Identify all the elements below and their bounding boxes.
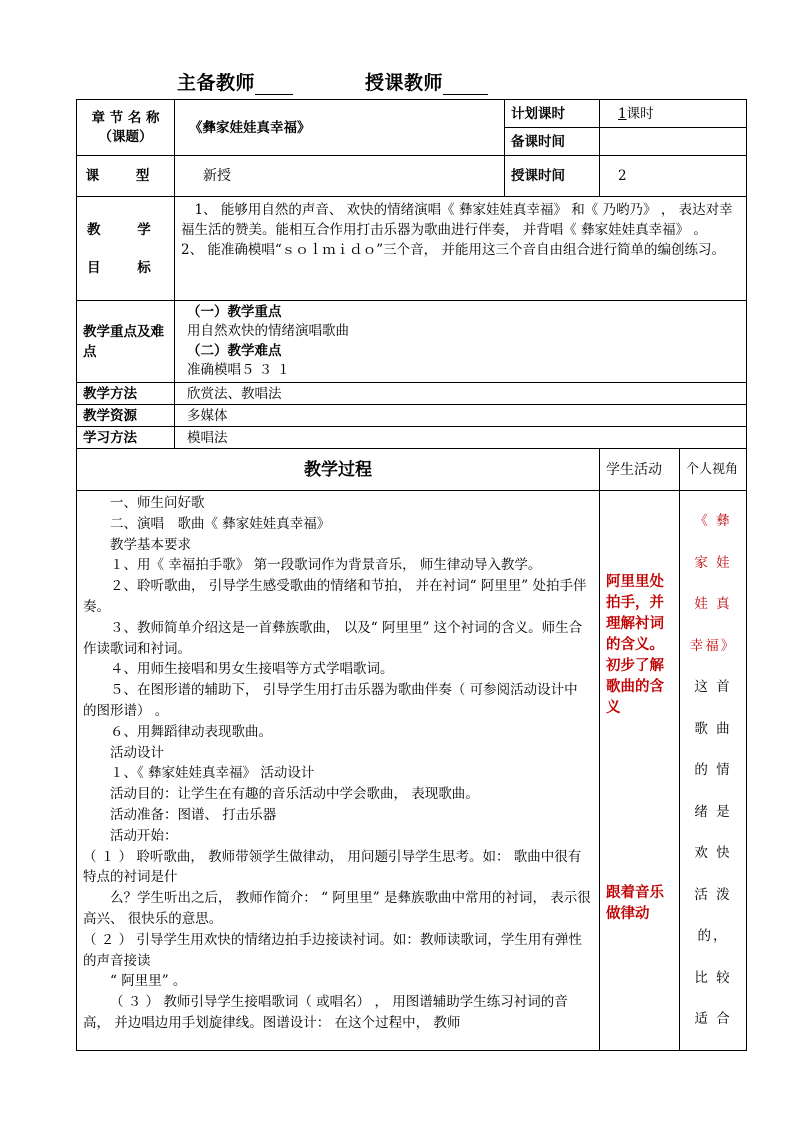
key-text-1: 用自然欢快的情绪演唱歌曲 [187, 323, 349, 339]
chapter-label-line2: （课题） [98, 128, 153, 145]
process-line: （ ２ ） 引导学生用欢快的情绪边拍手边接读衬词。如：教师读歌词，学生用有弹性的声音接读 [83, 931, 582, 969]
personal-char: 这 首 [694, 679, 732, 695]
student-note-2: 跟着音乐做律动 [606, 884, 664, 922]
study-value: 模唱法 [175, 427, 747, 449]
personal-char: 比 较 [694, 969, 732, 986]
process-title: 教学过程 [77, 449, 600, 491]
teach-time-value: 2 [600, 156, 747, 197]
key-text-cell [175, 301, 747, 383]
student-activity-cell [600, 491, 680, 1051]
process-line: （ １ ） 聆听歌曲， 教师带领学生做律动， 用问题引导学生思考。如： 歌曲中很有特点的衬词是什 [83, 848, 582, 886]
personal-char: 的， [697, 928, 729, 944]
method-label: 教学方法 [77, 383, 175, 405]
process-line: ５、在图形谱的辅助下， 引导学生用打击乐器为歌曲伴奏（ 可参阅活动设计中的图形谱） 。 [83, 682, 578, 719]
lesson-type-label: 课 型 [77, 156, 175, 197]
prep-time-label: 备课时间 [505, 128, 600, 156]
goals-text-2: 2、 能准确模唱“ｓｏｌｍｉｄｏ”三个音， 并能用这三个音自由组合进行简单的编创练习。 [181, 242, 725, 258]
teach-time-label: 授课时间 [505, 156, 600, 197]
process-line: ６、用舞蹈律动表现歌曲。 [110, 723, 272, 740]
page-header [0, 68, 794, 98]
personal-char: 欢 快 [694, 845, 732, 861]
personal-char: 适 合 [694, 1011, 732, 1027]
personal-view-cell [680, 491, 747, 1051]
resource-label: 教学资源 [77, 405, 175, 427]
personal-char: 幸福》 [689, 637, 737, 654]
goals-label-cell [77, 197, 175, 301]
key-heading-2: （二）教学难点 [187, 342, 282, 359]
chapter-label-cell [77, 100, 175, 156]
planned-hours-unit: 课时 [626, 105, 654, 122]
planned-hours-label: 计划课时 [505, 100, 600, 128]
key-text-2: 准确模唱５ ３ １ [187, 362, 291, 378]
method-value: 欣赏法、教唱法 [175, 383, 747, 405]
lead-teacher-field [177, 68, 293, 95]
goals-text-cell [175, 197, 747, 301]
process-line: 活动开始： [110, 827, 178, 844]
process-line: 活动准备：图谱、 打击乐器 [110, 806, 277, 823]
planned-hours-value: 1 [618, 105, 627, 122]
goals-text-1: 1、 能够用自然的声音、 欢快的情绪演唱《 彝家娃娃真幸福》 和《 乃哟乃》 ， 表达对幸福生活的赞美。能相互合作用打击乐器为歌曲进行伴奏， 并背唱《 彝家娃娃真幸福》 。 [181, 202, 733, 238]
resource-value: 多媒体 [175, 405, 747, 427]
process-line: １、《 彝家娃娃真幸福》 活动设计 [110, 765, 315, 782]
lesson-plan-table [76, 99, 747, 1051]
personal-char: 绪 是 [694, 803, 732, 820]
personal-char: 的 情 [694, 762, 732, 778]
process-line: 活动目的：让学生在有趣的音乐活动中学会歌曲， 表现歌曲。 [110, 786, 479, 803]
process-line: 么？学生听出之后， 教师作简介： “ 阿里里” 是彝族歌曲中常用的衬词， 表示很高兴、 很快乐的意思。 [83, 890, 591, 927]
process-line: （ ３ ） 教师引导学生接唱歌词（ 或唱名） ， 用图谱辅助学生练习衬词的音高， 并边唱边用手划旋律线。图谱设计： 在这个过程中， 教师 [83, 994, 568, 1031]
personal-char: 家 娃 [694, 554, 732, 571]
process-line: 二、演唱 歌曲《 彝家娃娃真幸福》 [110, 515, 331, 532]
process-line: “ 阿里里” 。 [110, 973, 187, 990]
personal-view-header: 个人视角 [680, 449, 747, 491]
key-label: 教学重点及难点 [77, 301, 175, 383]
process-line: ４、用师生接唱和男女生接唱等方式学唱歌词。 [110, 661, 394, 678]
process-line: １、用《 幸福拍手歌》 第一段歌词作为背景音乐， 师生律动导入教学。 [110, 557, 542, 574]
key-heading-1: （一）教学重点 [187, 303, 282, 320]
lead-teacher-label: 主备教师 [177, 72, 256, 94]
chapter-label-line1: 章 节 名 称 [91, 109, 160, 126]
process-body [77, 491, 600, 1051]
goals-label-1: 教 学 [87, 221, 167, 238]
planned-hours-value-cell [600, 100, 747, 128]
lesson-type-value: 新授 [175, 156, 505, 197]
teaching-teacher-blank[interactable] [443, 74, 488, 95]
personal-char: 《 彝 [694, 513, 732, 529]
process-line: ２、聆听歌曲， 引导学生感受歌曲的情绪和节拍， 并在衬词“ 阿里里” 处拍手伴奏。 [83, 578, 587, 615]
personal-char: 歌 曲 [694, 720, 732, 737]
process-line: ３、教师简单介绍这是一首彝族歌曲， 以及“ 阿里里” 这个衬词的含义。师生合作读歌词和衬词。 [83, 619, 583, 657]
personal-char: 活 泼 [694, 886, 732, 903]
chapter-value: 《彝家娃娃真幸福》 [175, 100, 505, 156]
study-label: 学习方法 [77, 427, 175, 449]
process-line: 教学基本要求 [110, 536, 191, 553]
student-note-1: 阿里里处拍手，并理解衬词的含义。初步了解歌曲的含义 [606, 573, 664, 716]
lead-teacher-blank[interactable] [255, 74, 293, 95]
process-line: 一、师生问好歌 [110, 495, 205, 511]
prep-time-value[interactable] [600, 128, 747, 156]
process-line: 活动设计 [110, 744, 164, 761]
teaching-teacher-label: 授课教师 [365, 72, 444, 94]
goals-label-2: 目 标 [87, 259, 167, 276]
teaching-teacher-field [365, 68, 488, 95]
personal-char: 娃 真 [694, 596, 732, 612]
student-activity-header: 学生活动 [600, 449, 680, 491]
